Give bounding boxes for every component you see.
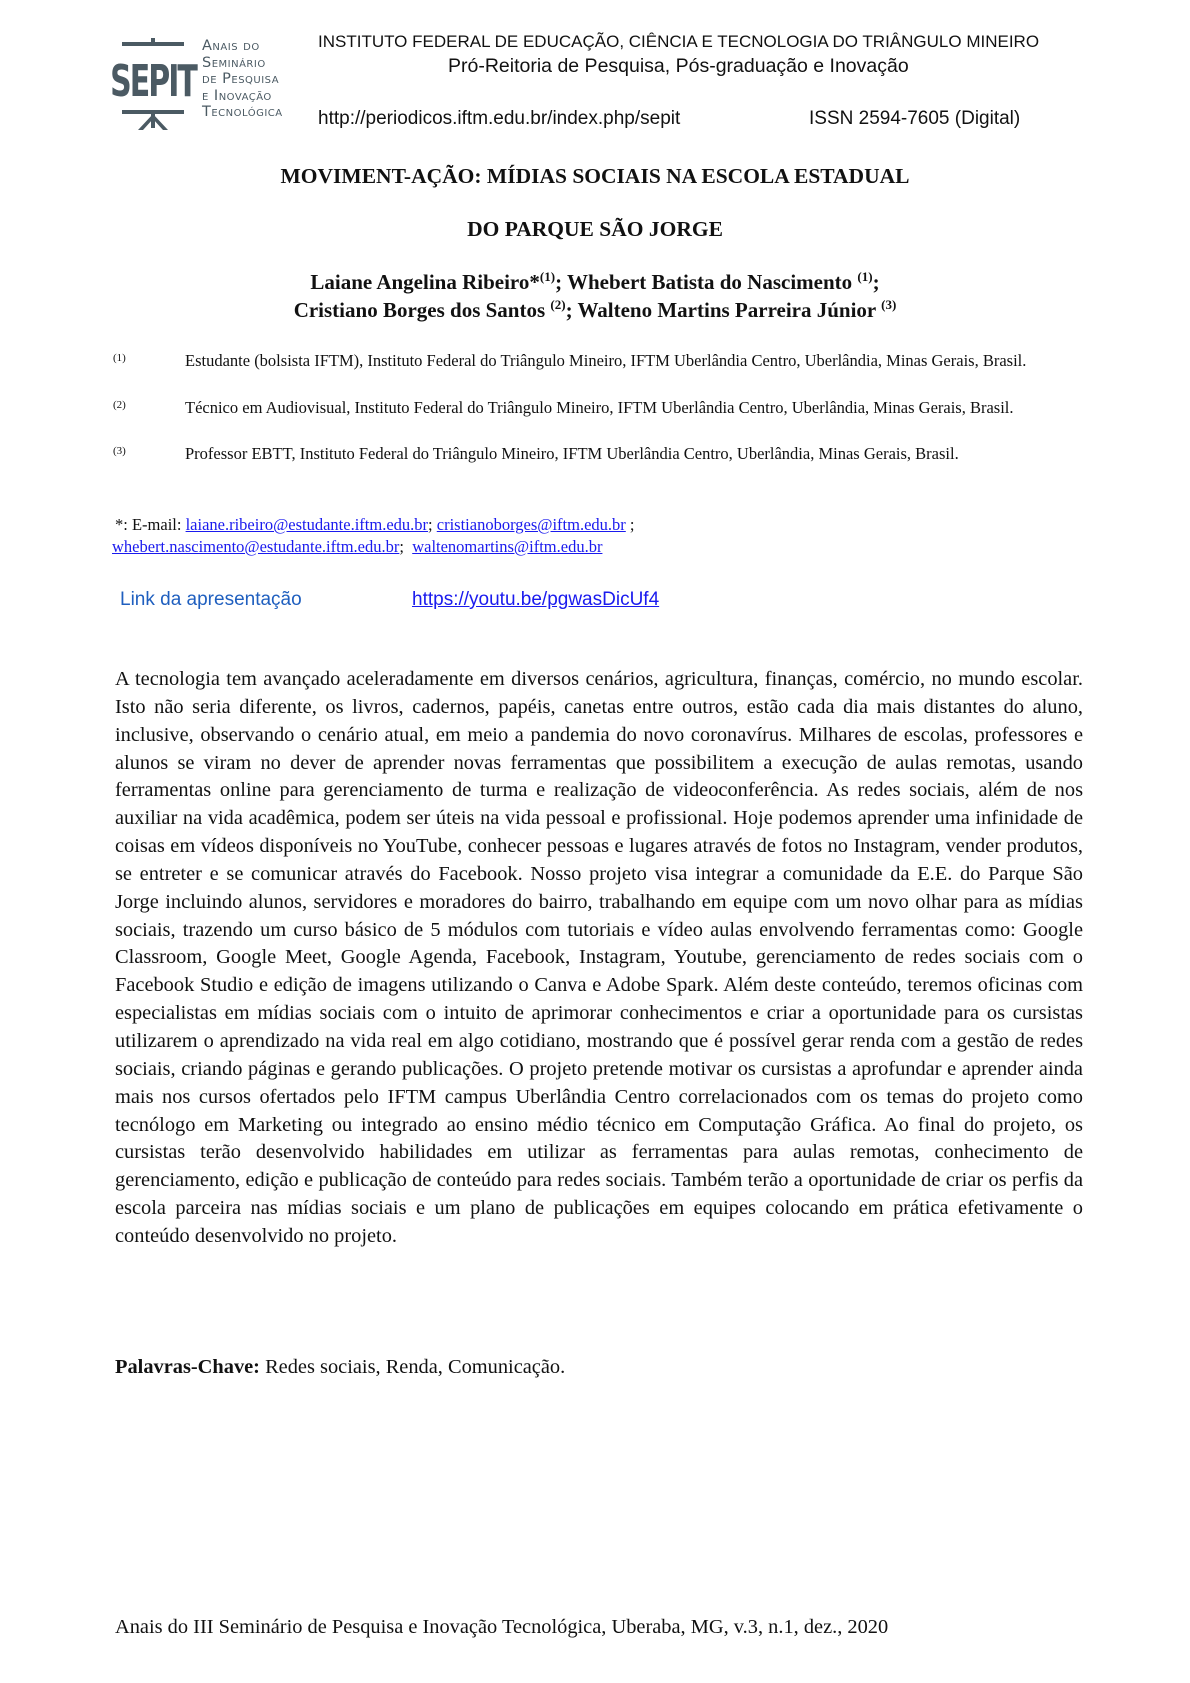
- paper-title-line-1: MOVIMENT-AÇÃO: MÍDIAS SOCIAIS NA ESCOLA ESTADUAL: [280, 164, 910, 188]
- author-affiliation-ref: (2): [550, 297, 566, 312]
- email-link-laiane[interactable]: laiane.ribeiro@estudante.iftm.edu.br: [185, 515, 429, 534]
- affiliation-text: Estudante (bolsista IFTM), Instituto Federal do Triângulo Mineiro, IFTM Uberlândia Centro, Uberlândia, Minas Gerais, Brasil.: [185, 351, 1027, 370]
- author-affiliation-ref: (3): [881, 297, 897, 312]
- author-separator: ;: [565, 298, 578, 322]
- authors-line-1: [0, 270, 1190, 295]
- institution-name: INSTITUTO FEDERAL DE EDUCAÇÃO, CIÊNCIA E TECNOLOGIA DO TRIÂNGULO MINEIRO: [318, 32, 1040, 51]
- affiliation-text: Técnico em Audiovisual, Instituto Federal do Triângulo Mineiro, IFTM Uberlândia Centro, Uberlândia, Minas Gerais, Brasil.: [185, 398, 1014, 417]
- logo-line: de Pesquisa: [202, 71, 280, 88]
- affiliation-3: [113, 443, 1083, 465]
- logo-line: Anais do: [202, 38, 260, 54]
- logo-line: Seminário: [202, 54, 266, 71]
- svg-text:SEPIT: SEPIT: [110, 55, 196, 107]
- email-link-walteno[interactable]: waltenomartins@iftm.edu.br: [412, 537, 603, 556]
- sepit-logo-mark-icon: [110, 38, 196, 130]
- sepit-logo: [110, 38, 295, 128]
- author-affiliation-ref: (1): [857, 269, 873, 284]
- abstract-text: A tecnologia tem avançado aceleradamente em diversos cenários, agricultura, finanças, comércio, no mundo escolar. Isto não seria diferente, os livros, cadernos, papéis, canetas entre outros, estão cada dia mais distantes do aluno, inclusive, observando o cenário atual, em meio a pandemia do novo coronavírus. Milhares de escolas, professores e alunos se viram no dever de aprender novas ferramentas que possibilitem a execução de aulas remotas, usando ferramentas online para gerenciamento de turma e realização de videoconferência. As redes sociais, além de nos auxiliar na vida acadêmica, podem ser úteis na vida pessoal e profissional. Hoje podemos aprender uma infinidade de coisas em vídeos disponíveis no YouTube, conhecer pessoas e lugares através de fotos no Instagram, vender produtos, se entreter e se comunicar através do Facebook. Nosso projeto visa integrar a comunidade da E.E. do Parque São Jorge incluindo alunos, servidores e moradores do bairro, trabalhando em equipe com um novo olhar para as mídias sociais, trazendo um curso básico de 5 módulos com tutoriais e vídeo aulas envolvendo ferramentas como: Google Classroom, Google Meet, Google Agenda, Facebook, Instagram, Youtube, gerenciamento de redes sociais com o Facebook Studio e edição de imagens utilizando o Canva e Adobe Spark. Além deste conteúdo, teremos oficinas com especialistas em mídias sociais com o intuito de aprimorar conhecimentos e criar a oportunidade para os cursistas utilizarem o aprendizado na vida real em algo cotidiano, mostrando que é possível gerar renda com a gestão de redes sociais, criando páginas e gerando publicações. O projeto pretende motivar os cursistas a aprofundar e aprender ainda mais nos cursos ofertados pelo IFTM campus Uberlândia Centro correlacionados com os temas do projeto como tecnólogo em Marketing ou integrado ao ensino médio técnico em Computação Gráfica. Ao final do projeto, os cursistas terão desenvolvido habilidades em utilizar as ferramentas para aulas remotas, conhecimento de gerenciamento, edição e publicação de conteúdo para redes sociais. Também terão a oportunidade de criar os perfis da escola parceira nas mídias sociais e um plano de publicações em equipes colocando em prática efetivamente o conteúdo desenvolvido no projeto.: [115, 668, 1083, 1247]
- author-name: Cristiano Borges dos Santos: [293, 298, 551, 322]
- presentation-link-label: Link da apresentação: [120, 589, 302, 610]
- author-separator: ;: [872, 270, 880, 294]
- affiliation-number: (2): [113, 399, 126, 411]
- author-separator: ;: [555, 270, 567, 294]
- pro-reitoria: Pró-Reitoria de Pesquisa, Pós-graduação e Inovação: [448, 55, 909, 77]
- affiliation-text: Professor EBTT, Instituto Federal do Triângulo Mineiro, IFTM Uberlândia Centro, Uberlândia, Minas Gerais, Brasil.: [185, 444, 959, 463]
- footer-citation: Anais do III Seminário de Pesquisa e Inovação Tecnológica, Uberaba, MG, v.3, n.1, dez., 2020: [115, 1616, 889, 1638]
- email-link-cristiano[interactable]: cristianoborges@iftm.edu.br: [436, 515, 626, 534]
- email-link-whebert[interactable]: whebert.nascimento@estudante.iftm.edu.br: [112, 537, 400, 556]
- logo-line: e Inovação: [202, 87, 272, 104]
- keywords-label: Palavras-Chave:: [115, 1356, 260, 1378]
- affiliation-number: (3): [113, 445, 126, 457]
- presentation-link[interactable]: https://youtu.be/pgwasDicUf4: [412, 589, 660, 610]
- paper-title-line-2: DO PARQUE SÃO JORGE: [467, 217, 723, 241]
- author-name: Walteno Martins Parreira Júnior: [577, 298, 882, 322]
- email-label: *: E-mail:: [115, 515, 186, 534]
- keywords-list: Redes sociais, Renda, Comunicação.: [259, 1356, 566, 1378]
- affiliation-1: [113, 350, 1083, 372]
- affiliation-number: (1): [113, 352, 126, 364]
- affiliation-2: [113, 397, 1083, 419]
- issn: ISSN 2594-7605 (Digital): [809, 108, 1021, 129]
- email-block: *: E-mail: laiane.ribeiro@estudante.iftm.edu.br; cristianoborges@iftm.edu.br ; whebert.nascimento@estudante.iftm.edu.br; waltenomartins@iftm.edu.br: [112, 515, 635, 556]
- keywords: [115, 1356, 565, 1379]
- sepit-logo-text: [202, 38, 283, 121]
- author-affiliation-ref: (1): [539, 269, 556, 284]
- authors-line-2: [0, 298, 1190, 323]
- journal-url: http://periodicos.iftm.edu.br/index.php/sepit: [318, 108, 681, 129]
- author-name: Whebert Batista do Nascimento: [566, 270, 858, 294]
- author-name: Laiane Angelina Ribeiro*: [310, 270, 540, 294]
- logo-line: Tecnológica: [202, 104, 283, 121]
